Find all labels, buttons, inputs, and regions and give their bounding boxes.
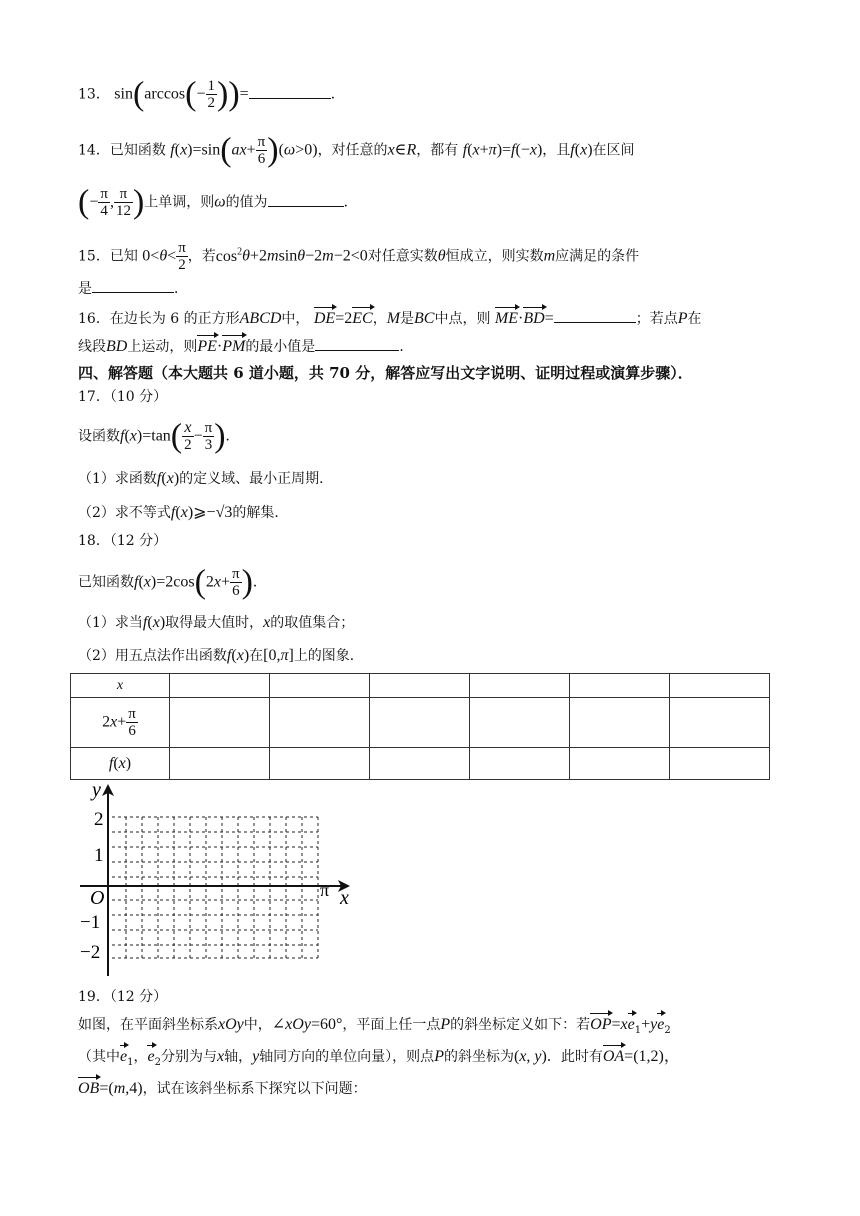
question-19-line2: （其中$e_1$，$e_2$分别为与x轴，y轴同方向的单位向量），则点P的斜坐标为(x, y)．此时有OA=(1,2)，: [78, 1048, 680, 1068]
question-19-head: 19．（12 分）: [78, 989, 168, 1005]
table-row: [71, 674, 770, 698]
table-row-header: 2x+ $\frac{\pi}{6}$: [71, 698, 170, 748]
table-cell[interactable]: [570, 674, 670, 698]
answer-blank[interactable]: [249, 84, 331, 99]
table-row-header: x: [71, 674, 170, 698]
table-cell[interactable]: [670, 748, 770, 780]
table-cell[interactable]: [470, 748, 570, 780]
table-cell[interactable]: [170, 674, 270, 698]
coordinate-grid: [78, 780, 358, 980]
answer-blank[interactable]: [92, 278, 174, 293]
question-18-part2: （2）用五点法作出函数f(x)在[0,π]上的图象．: [78, 647, 364, 664]
answer-blank[interactable]: [554, 308, 636, 323]
table-cell[interactable]: [270, 748, 370, 780]
table-cell[interactable]: [370, 674, 470, 698]
question-15-line2: 是 ．: [78, 278, 188, 300]
question-17-head: 17．（10 分）: [78, 389, 168, 405]
question-18-head: 18．（12 分）: [78, 533, 168, 549]
question-19-line1: 如图，在平面斜坐标系xOy中，∠xOy=60°，平面上任一点P的斜坐标定义如下：若$OP=xe_1+ye_2$: [78, 1016, 671, 1036]
five-point-table: [70, 673, 770, 780]
tick-label: −2: [80, 942, 101, 963]
table-row-header: f(x): [71, 748, 170, 780]
table-cell[interactable]: [570, 698, 670, 748]
question-17-part1: （1）求函数f(x)的定义域、最小正周期．: [78, 470, 334, 487]
table-cell[interactable]: [270, 698, 370, 748]
question-14: 14．已知函数 f(x)=sin(ax+ $\frac{\pi}{6}$ )(ω>0)，对任意的x∈R，都有 f(x+π)=f(−x)，且f(x)在区间: [78, 131, 635, 169]
table-cell[interactable]: [570, 748, 670, 780]
table-cell[interactable]: [470, 698, 570, 748]
tick-label: 1: [94, 845, 104, 866]
question-13: 13． sin(arccos(− $\frac{1}{2}$ ))= ．: [78, 75, 345, 113]
answer-blank[interactable]: [315, 336, 399, 351]
tick-label: −1: [80, 912, 101, 933]
question-15: 15．已知 0<θ< $\frac{\pi}{2}$ ，若$\cos^2\theta+2msin\theta-2m-2<0$对任意实数θ恒成立，则实数m应满足的条件: [78, 240, 640, 273]
question-17-part2: （2）求不等式f(x)⩾−√3的解集．: [78, 504, 289, 521]
section-heading: 四、解答题（本大题共 6 道小题，共 70 分，解答应写出文字说明、证明过程或演算步骤）．: [78, 364, 693, 382]
table-row: [71, 748, 770, 780]
question-number: 13．: [78, 86, 110, 103]
question-18-part1: （1）求当f(x)取得最大值时，x的取值集合；: [78, 614, 355, 631]
question-19-line3: OB=(m,4)，试在该斜坐标系下探究以下问题：: [78, 1078, 367, 1100]
question-16: 16．在边长为 6 的正方形ABCD中， DE=2EC，M是BC中点，则 ME·BD= ；若点P在: [78, 308, 702, 330]
table-cell[interactable]: [670, 674, 770, 698]
question-17-intro: 设函数f(x)=tan( $\frac{x}{2}$ − $\frac{\pi}{3}$ ).: [78, 417, 230, 455]
question-16-line2: 线段BD上运动，则PE·PM的最小值是 ．: [78, 336, 413, 358]
pi-label: π: [320, 880, 330, 900]
table-cell[interactable]: [370, 748, 470, 780]
table-cell[interactable]: [370, 698, 470, 748]
origin-label: O: [90, 887, 105, 909]
question-number: 16．: [78, 311, 110, 327]
table-cell[interactable]: [470, 674, 570, 698]
answer-blank[interactable]: [268, 192, 344, 207]
question-18-intro: 已知函数f(x)=2cos(2x+ $\frac{\pi}{6}$ ).: [78, 563, 257, 601]
x-axis-label: x: [340, 887, 349, 909]
question-14-line2: (− $\frac{\pi}{4}$ , $\frac{\pi}{12}$ )上单调，则ω的值为 ．: [78, 183, 358, 221]
y-axis-label: y: [92, 780, 101, 801]
table-cell[interactable]: [170, 748, 270, 780]
question-number: 15．: [78, 248, 110, 265]
table-cell[interactable]: [170, 698, 270, 748]
table-cell[interactable]: [670, 698, 770, 748]
question-number: 14．: [78, 142, 110, 159]
table-row: [71, 698, 770, 748]
tick-label: 2: [94, 809, 104, 830]
table-cell[interactable]: [270, 674, 370, 698]
